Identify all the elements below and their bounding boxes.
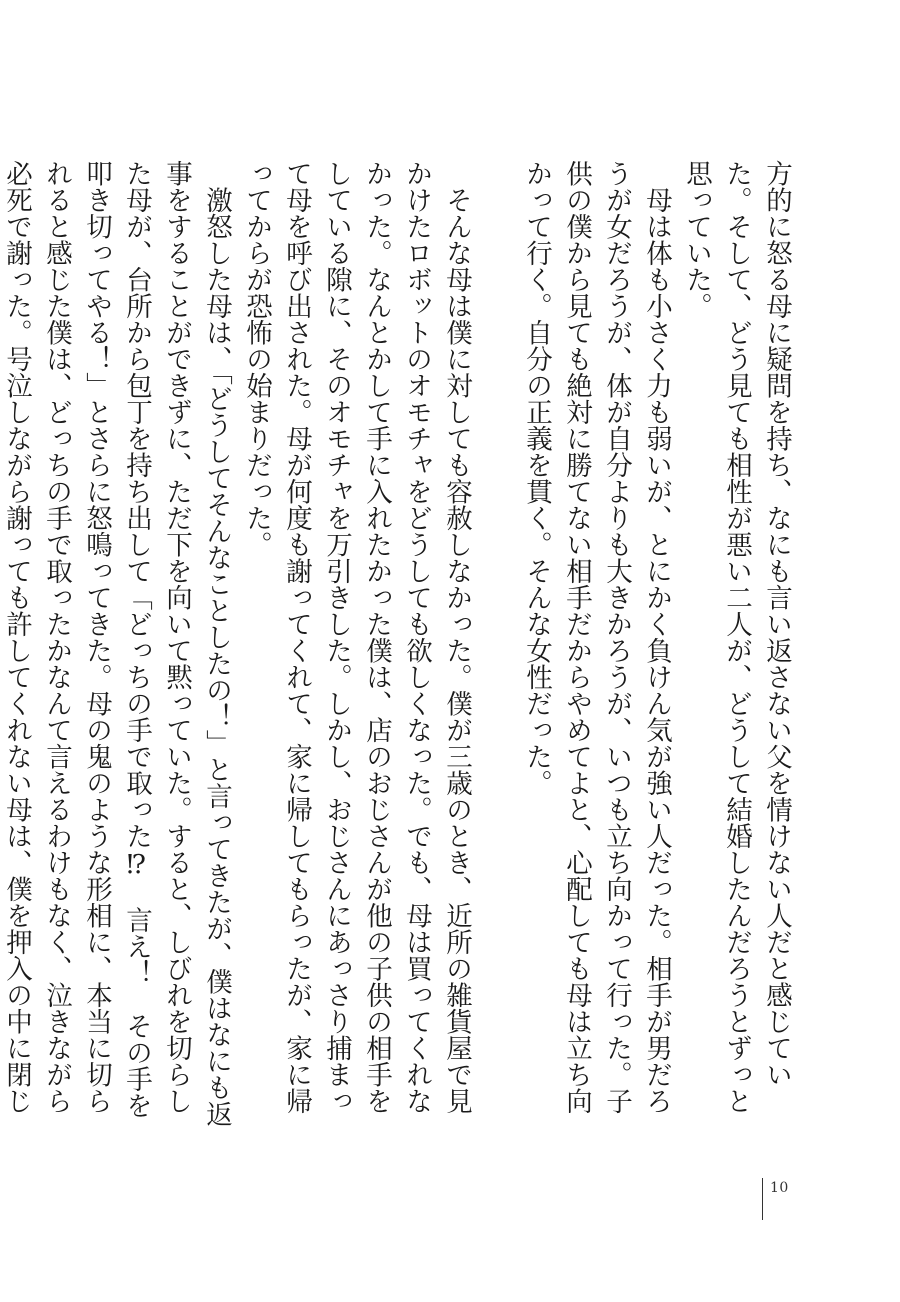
- continued-text-rest: どう見ても相性が悪い二人が、どうして結婚したんだろうとずっと思っていた。: [681, 160, 752, 1114]
- folio-divider: [762, 1178, 763, 1220]
- vertical-text-body: [1, 160, 796, 1130]
- paragraph: そんな母は僕に対しても容赦しなかった。僕が三歳のとき、近所の雑貨屋で見かけたロボットのオモチャをどうしても欲しくなった。でも、母は買ってくれなかった。なんとかして手に入れたかった僕は、店のおじさんが他の子供の相手をしている隙に、そのオモチャを万引きした。しかし、おじさんにあっさり捕まって母を呼び出された。母が何度も謝ってくれて、家に帰してもらったが、家に帰ってからが恐怖の始まりだった。: [241, 160, 472, 1114]
- blank-line: [476, 160, 516, 1130]
- paragraph: 母は体も小さく力も弱いが、とにかく負けん気が強い人だった。相手が男だろうが女だろうが、体が自分よりも大きかろうが、いつも立ち向かって行った。子供の僕から見ても絶対に勝てない相手だからやめてよと、心配しても母は立ち向かって行く。自分の正義を貫く。そんな女性だった。: [521, 160, 672, 1114]
- page-number: 10: [770, 1180, 789, 1196]
- continued-text: 方的に怒る母に疑問を持ち、なにも言い返さない父を情けない人だと感じていた。そして、: [721, 160, 792, 1088]
- paragraph: 激怒した母は、「どうしてそんなことしたの！」と言ってきたが、僕はなにも返事をすることができずに、ただ下を向いて黙っていた。すると、しびれを切らした母が、台所から包丁を持ち出して「どっちの手で取った⁉ 言え！ その手を叩き切ってやる！」とさらに怒鳴ってきた。母の鬼のような形相に、本当に切られると感じた僕は、どっちの手で取ったかなんて言えるわけもなく、泣きながら必死で謝った。号泣しながら謝っても許してくれない母は、僕を押入の中に閉じ: [1, 160, 232, 1128]
- paragraph-continuation: [676, 160, 796, 1130]
